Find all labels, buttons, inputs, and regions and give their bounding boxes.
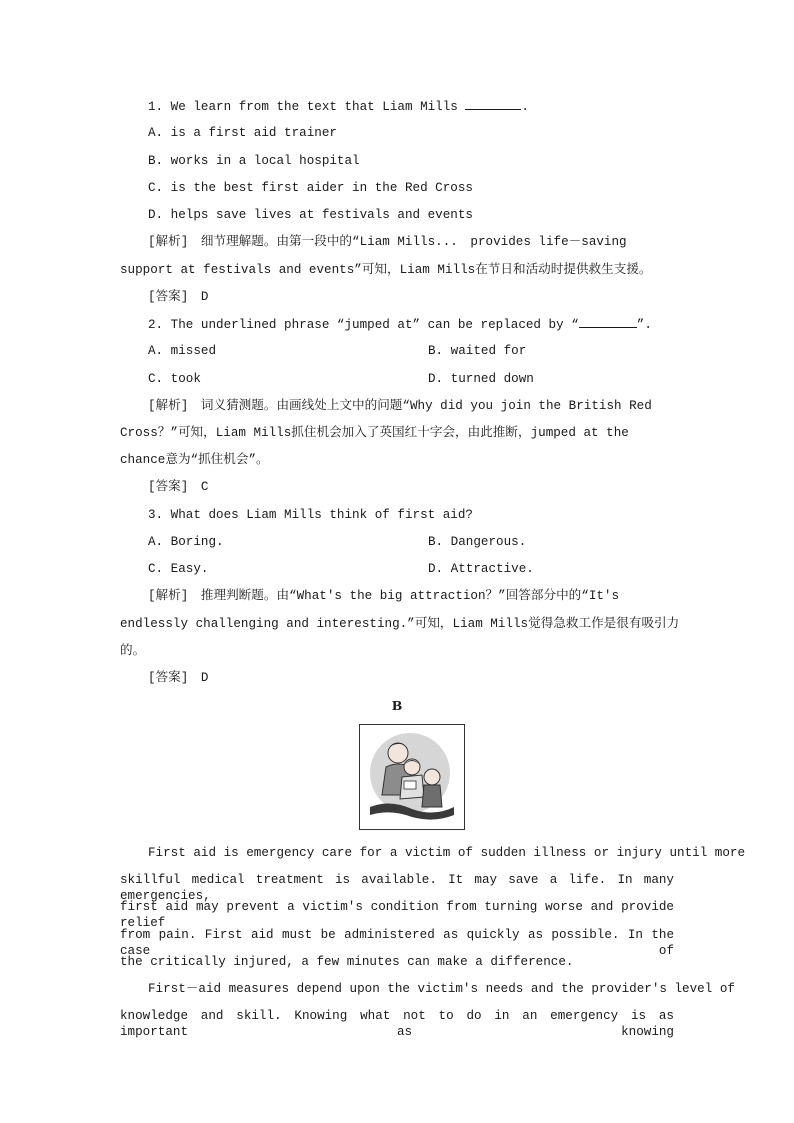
q2-option-a: A. missed bbox=[148, 344, 217, 358]
q3-analysis-line2: endlessly challenging and interesting.”可知，Liam Mills觉得急救工作是很有吸引力 bbox=[120, 617, 680, 631]
para1-line2: skillful medical treatment is available. It may save a life. In many emergencies, bbox=[120, 873, 674, 903]
q2-blank bbox=[579, 316, 637, 328]
q1-option-d: D. helps save lives at festivals and events bbox=[148, 208, 473, 222]
q1-blank bbox=[465, 98, 521, 110]
q3-option-b: B. Dangerous. bbox=[428, 535, 527, 549]
q1-option-b: B. works in a local hospital bbox=[148, 154, 360, 168]
para1-line5: the critically injured, a few minutes can make a difference. bbox=[120, 955, 574, 969]
q2-option-b: B. waited for bbox=[428, 344, 527, 358]
q2-option-d: D. turned down bbox=[428, 372, 534, 386]
q3-analysis-line3: 的。 bbox=[120, 644, 146, 658]
q3-option-a: A. Boring. bbox=[148, 535, 224, 549]
q3-option-d: D. Attractive. bbox=[428, 562, 534, 576]
first-aid-scene-image bbox=[360, 725, 464, 829]
para1-line1: First aid is emergency care for a victim of sudden illness or injury until more bbox=[148, 846, 746, 860]
q1-analysis-line2: support at festivals and events”可知，Liam Mills在节日和活动时提供救生支援。 bbox=[120, 263, 652, 277]
q3-option-c: C. Easy. bbox=[148, 562, 209, 576]
q1-stem-end: . bbox=[521, 100, 529, 114]
para1-line3: first aid may prevent a victim's condition from turning worse and provide relief bbox=[120, 900, 674, 930]
q2-stem bbox=[148, 316, 652, 333]
section-b-heading: B bbox=[391, 698, 403, 713]
q2-analysis-line1: [解析] 词义猜测题。由画线处上文中的问题“Why did you join the British Red bbox=[148, 399, 652, 413]
q1-answer: [答案] D bbox=[148, 290, 209, 304]
para1-line4: from pain. First aid must be administered as quickly as possible. In the case of bbox=[120, 928, 674, 958]
q3-analysis-line1: [解析] 推理判断题。由“What's the big attraction？”回答部分中的“It's bbox=[148, 589, 620, 603]
q1-stem bbox=[148, 98, 529, 115]
q1-option-c: C. is the best first aider in the Red Cross bbox=[148, 181, 473, 195]
para2-line2: knowledge and skill. Knowing what not to do in an emergency is as important as knowing bbox=[120, 1009, 674, 1039]
q2-stem-end: ”. bbox=[636, 318, 652, 332]
q2-analysis-line3: chance意为“抓住机会”。 bbox=[120, 453, 269, 467]
q2-analysis-line2: Cross？”可知，Liam Mills抓住机会加入了英国红十字会，由此推断，jumped at the bbox=[120, 426, 629, 440]
q3-answer: [答案] D bbox=[148, 671, 209, 685]
q2-answer: [答案] C bbox=[148, 480, 209, 494]
q1-stem-text: 1. We learn from the text that Liam Mills bbox=[148, 100, 458, 114]
q3-stem: 3. What does Liam Mills think of first aid? bbox=[148, 508, 473, 522]
para2-line1: First－aid measures depend upon the victim's needs and the provider's level of bbox=[148, 982, 735, 996]
first-aid-illustration bbox=[359, 724, 465, 830]
q1-analysis-line1: [解析] 细节理解题。由第一段中的“Liam Mills... provides life－saving bbox=[148, 235, 627, 249]
q2-stem-text: 2. The underlined phrase “jumped at” can be replaced by “ bbox=[148, 318, 579, 332]
q1-option-a: A. is a first aid trainer bbox=[148, 126, 337, 140]
q2-option-c: C. took bbox=[148, 372, 201, 386]
